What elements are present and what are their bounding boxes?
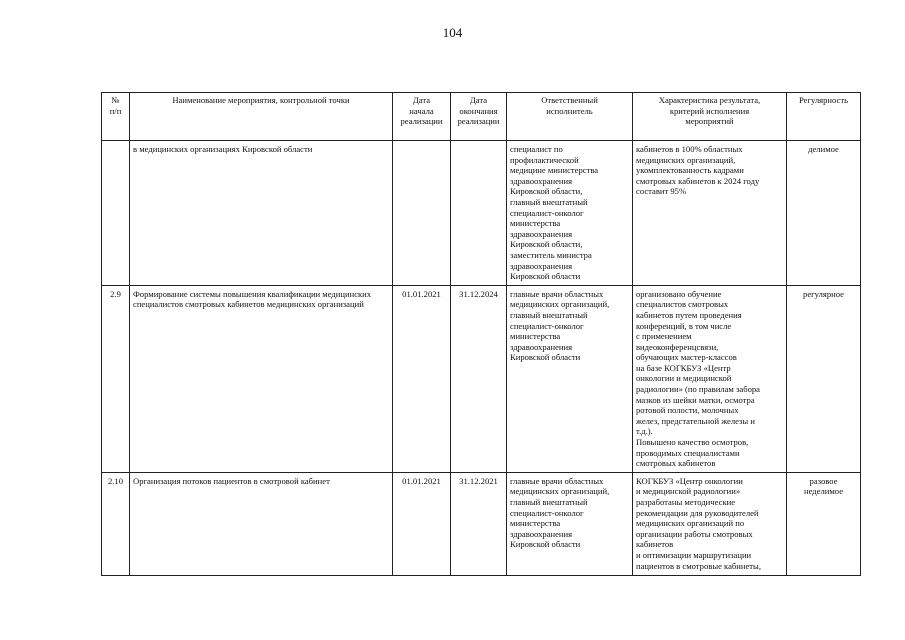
row-regularity: делимое [787, 141, 861, 286]
header-responsible: Ответственный исполнитель [507, 93, 633, 141]
row-characteristic: кабинетов в 100% областных медицинских организаций, укомплектованность кадрами смотровых кабинетов к 2024 году составит 95% [633, 141, 787, 286]
row-start-date [393, 141, 451, 286]
row-responsible: специалист по профилактической медицине министерства здравоохранения Кировской области, главный внештатный специалист-онколог министерства здравоохранения Кировской области, заместитель министра здравоохранения Кировской области [507, 141, 633, 286]
activities-table [101, 92, 861, 576]
row-characteristic: КОГКБУЗ «Центр онкологии и медицинской радиологии» разработаны методические рекомендации для руководителей медицинских организаций по организации работы смотровых кабинетов и оптимизации маршрутизации пациентов в смотровые кабинеты, [633, 472, 787, 575]
row-name: в медицинских организациях Кировской области [130, 141, 393, 286]
row-end-date [451, 141, 507, 286]
row-num: 2.10 [102, 472, 130, 575]
row-responsible: главные врачи областных медицинских организаций, главный внештатный специалист-онколог министерства здравоохранения Кировской области [507, 472, 633, 575]
row-responsible: главные врачи областных медицинских организаций, главный внештатный специалист-онколог министерства здравоохранения Кировской области [507, 285, 633, 472]
header-num: № п/п [102, 93, 130, 141]
row-name: Формирование системы повышения квалификации медицинских специалистов смотровых кабинетов медицинских организаций [130, 285, 393, 472]
header-regularity: Регулярность [787, 93, 861, 141]
row-start-date: 01.01.2021 [393, 285, 451, 472]
table-row [102, 472, 861, 575]
row-end-date: 31.12.2021 [451, 472, 507, 575]
header-end-date: Дата окончания реализации [451, 93, 507, 141]
row-regularity: разовое неделимое [787, 472, 861, 575]
table-header-row [102, 93, 861, 141]
page-number: 104 [442, 25, 463, 40]
row-num: 2.9 [102, 285, 130, 472]
row-end-date: 31.12.2024 [451, 285, 507, 472]
header-start-date: Дата начала реализации [393, 93, 451, 141]
row-start-date: 01.01.2021 [393, 472, 451, 575]
row-num [102, 141, 130, 286]
header-characteristic: Характеристика результата, критерий исполнения мероприятий [633, 93, 787, 141]
table-row [102, 285, 861, 472]
table-row [102, 141, 861, 286]
row-regularity: регулярное [787, 285, 861, 472]
row-name: Организация потоков пациентов в смотровой кабинет [130, 472, 393, 575]
header-name: Наименование мероприятия, контрольной точки [130, 93, 393, 141]
row-characteristic: организовано обучение специалистов смотровых кабинетов путем проведения конференций, в том числе с применением видеоконференцсвязи, обучающих мастер-классов на базе КОГКБУЗ «Центр онкологии и медицинской радиологии» (по правилам забора мазков из шейки матки, осмотра ротовой полости, молочных желез, предстательной железы и т.д.). Повышено качество осмотров, проводимых специалистами смотровых кабинетов [633, 285, 787, 472]
